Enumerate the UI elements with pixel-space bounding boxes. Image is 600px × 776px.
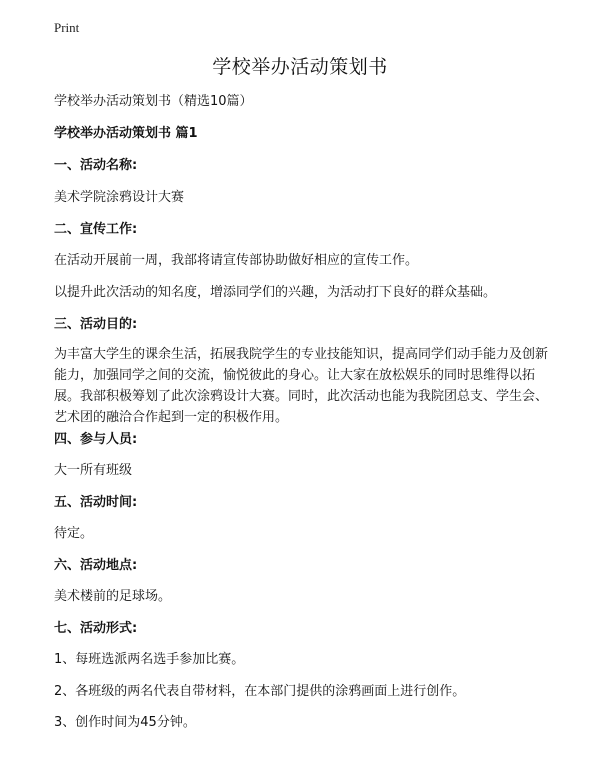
section-heading-time: 五、活动时间: [54,495,138,510]
section-text-publicity-1: 在活动开展前一周，我部将请宣传部协助做好相应的宣传工作。 [54,253,419,268]
page-title: 学校举办活动策划书 [212,56,388,78]
list-item: 1、每班选派两名选手参加比赛。 [54,652,245,667]
list-item: 3、创作时间为45分钟。 [54,715,196,730]
document-subtitle: 学校举办活动策划书（精选10篇） [54,94,253,109]
section-heading-purpose: 三、活动目的: [54,317,138,332]
print-label: Print [54,20,80,35]
section-text-publicity-2: 以提升此次活动的知名度，增添同学们的兴趣，为活动打下良好的群众基础。 [54,285,497,300]
section-heading-publicity: 二、宣传工作: [54,222,138,237]
section-text-purpose: 为丰富大学生的课余生活，拓展我院学生的专业技能知识，提高同学们动手能力及创新能力，加强同学之间的交流，愉悦彼此的身心。让大家在放松娱乐的同时思维得以拓展。我部积极筹划了此次涂鸦设计大赛。同时，此次活动也能为我院团总支、学生会、艺术团的融洽合作起到一定的积极作用。 [54,347,549,425]
list-item: 2、各班级的两名代表自带材料，在本部门提供的涂鸦画面上进行创作。 [54,684,466,699]
section-text-location: 美术楼前的足球场。 [54,589,172,604]
section-heading-name: 一、活动名称: [54,158,138,173]
section-text-participants: 大一所有班级 [54,463,133,478]
section-heading-format: 七、活动形式: [54,621,138,636]
section-heading-participants: 四、参与人员: [54,432,138,447]
part-heading: 学校举办活动策划书 篇1 [54,126,198,141]
section-text-name: 美术学院涂鸦设计大赛 [54,190,185,205]
section-text-time: 待定。 [54,526,94,541]
section-heading-location: 六、活动地点: [54,558,138,573]
